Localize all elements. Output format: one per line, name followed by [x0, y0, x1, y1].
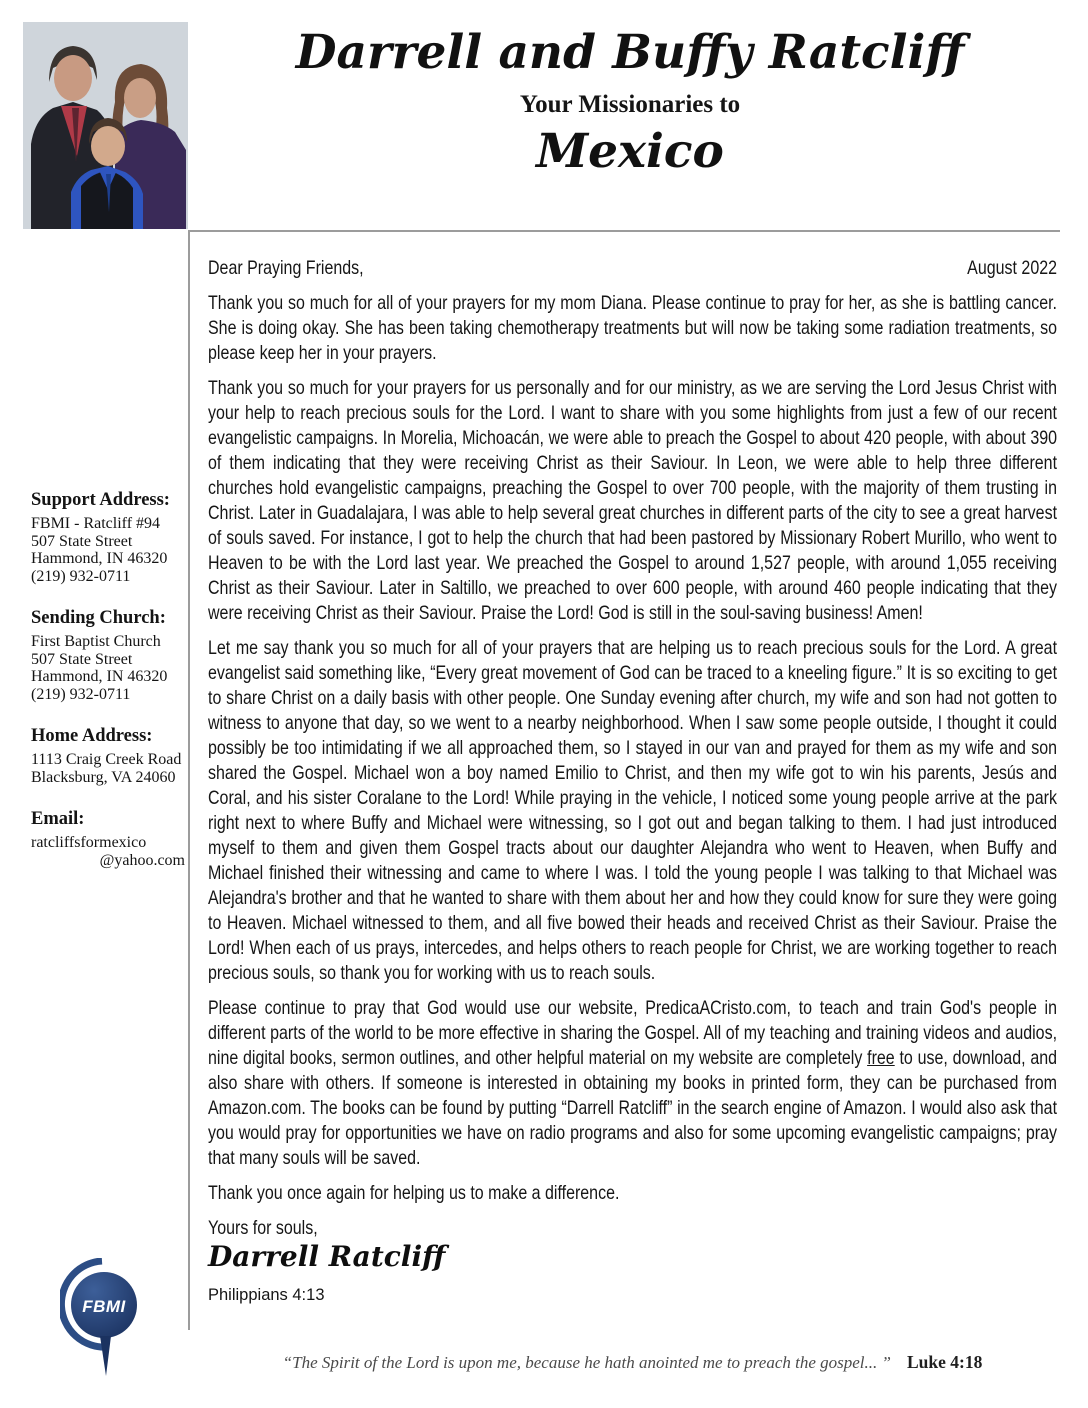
sending-church-heading: Sending Church: [31, 608, 166, 628]
letterhead [190, 24, 1070, 180]
home-address-line: Blacksburg, VA 24060 [31, 768, 176, 786]
header-divider-line [188, 230, 1060, 232]
footer-scripture-reference: Luke 4:18 [906, 1352, 983, 1372]
paragraph-thanks: Thank you once again for helping us to make a difference. [208, 1182, 620, 1204]
support-address-line: 507 State Street [31, 532, 133, 550]
paragraph-website-after: to use, download, and also share with others. If someone is interested in obtaining my books in printed form, they can be purchased from Amazon.com. The books can be found by putting “Darrell Ratcliff” in the search engine of Amazon. I would also ask that you would pray for opportunities we have on radio programs and also for some upcoming evangelistic campaigns; pray that many souls will be saved. [208, 1047, 1058, 1169]
email-heading: Email: [31, 809, 85, 829]
footer-scripture-quote: “The Spirit of the Lord is upon me, because he hath anointed me to preach the gospel... ” [282, 1353, 891, 1372]
verse-reference: Philippians 4:13 [208, 1286, 325, 1304]
salutation: Dear Praying Friends, [208, 257, 364, 279]
letter-date: August 2022 [967, 257, 1058, 279]
footer-quote-bar [208, 1352, 1057, 1373]
paragraph-mom-prayers: Thank you so much for all of your prayers for my mom Diana. Please continue to pray for her, as she is battling cancer. She is doing okay. She has been taking chemotherapy treatments but will now be taking some radiation treatments, so please keep her in your prayers. [208, 292, 1058, 364]
support-address-line: FBMI - Ratcliff #94 [31, 515, 161, 532]
sidebar-divider-line [188, 230, 190, 1330]
sending-church-line: 507 State Street [31, 650, 133, 668]
sending-church-line: (219) 932-0711 [31, 685, 131, 703]
contact-sidebar [31, 490, 185, 892]
home-address-line: 1113 Craig Creek Road [31, 751, 182, 768]
free-underlined-word: free [867, 1047, 895, 1069]
paragraph-campaign-highlights: Thank you so much for your prayers for us personally and for our ministry, as we are serving the Lord Jesus Christ with your help to reach precious souls for the Lord. I want to share with you some highlights from just a few of our recent evangelistic campaigns. In Morelia, Michoacán, we were able to preach the Gospel to about 420 people, with about 390 of them indicating that they were receiving Christ as their Saviour. In Leon, we were able to help three different churches hold evangelistic campaigns, preaching the Gospel to over 700 people, with the majority of them trusting in Christ. Later in Guadalajara, I was able to help several great churches in different parts of the city to see a great harvest of souls saved. For instance, I got to help the church that had been pastored by Missionary Robert Murillo, who went to Heaven to be with the Lord last year. We preached the Gospel to around 1,527 people, with around 1,055 receiving Christ as their Saviour. Later in Saltillo, we preached to over 600 people, with around 460 people indicating that they were receiving Christ as their Saviour. Praise the Lord! God is still in the soul-saving business! Amen! [208, 377, 1058, 624]
paragraph-website-before: Please continue to pray that God would use our website, PredicaACristo.com, to teach and train God's people in different parts of the world to be more effective in sharing the Gospel. All of my teaching and training videos and audios, nine digital books, sermon outlines, and other helpful material on my website are completely [208, 997, 1058, 1069]
support-address-line: Hammond, IN 46320 [31, 550, 168, 567]
logo-pin-tail [100, 1336, 111, 1376]
paragraph-soulwinning-story: Let me say thank you so much for all of your prayers that are helping us to reach precious souls for the Lord. A great evangelist said something like, “Every great movement of God can be traced to a kneeling figure.” It is so exciting to get to share Christ on a daily basis with other people. One Sunday evening after church, my wife and son had not gotten to witness to anyone that day, so we went to a nearby neighborhood. When I saw some people outside, I thought it could possibly be too intimidating if we all approached them, so I stayed in our van and prayed for them as my wife and son shared the Gospel. Michael won a boy named Emilio to Christ, and then my wife got to win his parents, Jesús and Coral, and his sister Coralane to the Lord! While praying in the vehicle, I noticed some young people arrive at the park right next to where Buffy and Michael were witnessing, so I got out and began talking to them. I had just introduced myself to them and given them Gospel tracts about our daughter Alejandra who went to Heaven, when Buffy and Michael finished their witnessing and came to where I was. I told the young people I was talking to that Michael was Alejandra's brother and that he wanted to share with them about her and how they could know for sure they were going to Heaven. Michael witnessed to them, and all five bowed their heads and received Christ as their Saviour. Praise the Lord! When each of us prays, intercedes, and helps others to reach people for Christ, we are working together to reach precious souls, so thank you for working with us to reach souls. [208, 637, 1058, 984]
home-address-block [31, 726, 185, 786]
signature-darrell-ratcliff: Darrell Ratcliff [208, 1240, 446, 1273]
support-address-heading: Support Address: [31, 490, 170, 510]
home-address-heading: Home Address: [31, 726, 153, 746]
sending-church-line: First Baptist Church [31, 633, 161, 650]
sending-church-line: Hammond, IN 46320 [31, 668, 168, 685]
family-photo-image [23, 22, 188, 229]
salutation-row [208, 256, 1057, 281]
letter-body [208, 256, 1057, 1241]
family-photo [23, 22, 188, 229]
missionary-names-title: Darrell and Buffy Ratcliff [295, 25, 965, 80]
paragraph-website [208, 996, 1057, 1171]
email-block [31, 809, 185, 869]
email-address-line2: @yahoo.com [99, 851, 185, 869]
support-address-line: (219) 932-0711 [31, 567, 131, 585]
sending-church-block [31, 608, 185, 703]
support-address-block [31, 490, 185, 585]
logo-fbmi-text: FBMI [82, 1297, 126, 1316]
letterhead-country: Mexico [536, 124, 724, 179]
letterhead-subtitle: Your Missionaries to [519, 91, 741, 118]
fbmi-logo-graphic [60, 1258, 144, 1382]
email-address-line1: ratcliffsformexico [31, 834, 147, 851]
closing-line: Yours for souls, [208, 1217, 318, 1239]
fbmi-logo [60, 1258, 144, 1382]
